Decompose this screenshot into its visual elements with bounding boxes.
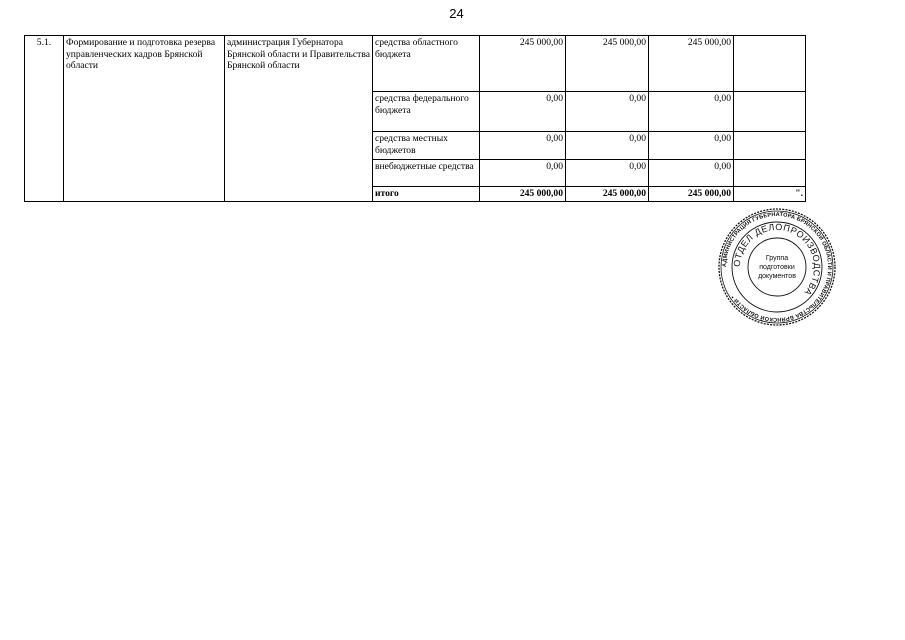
value-year-1: 0,00 <box>480 92 566 132</box>
closing-quote: ". <box>734 187 806 202</box>
value-year-1: 0,00 <box>480 160 566 187</box>
executor-name: администрация Губернатора Брянской области и Правительства Брянской области <box>225 36 373 202</box>
value-year-3: 0,00 <box>649 132 734 160</box>
row-index: 5.1. <box>25 36 64 202</box>
budget-table <box>24 35 806 202</box>
note-cell <box>734 92 806 132</box>
funding-source: внебюджетные средства <box>373 160 480 187</box>
funding-source: средства федерального бюджета <box>373 92 480 132</box>
value-year-3: 245 000,00 <box>649 36 734 92</box>
value-year-2: 0,00 <box>566 132 649 160</box>
value-year-2: 245 000,00 <box>566 36 649 92</box>
value-year-1: 0,00 <box>480 132 566 160</box>
value-year-2: 0,00 <box>566 92 649 132</box>
seal-center-line-3: документов <box>758 273 796 280</box>
funding-source: средства местных бюджетов <box>373 132 480 160</box>
measure-name: Формирование и подготовка резерва управленческих кадров Брянской области <box>64 36 225 202</box>
total-year-3: 245 000,00 <box>649 187 734 202</box>
seal-center-line-2: подготовки <box>759 264 795 271</box>
seal-middle-text: ОТДЕЛ ДЕЛОПРОИЗВОДСТВА <box>731 221 823 298</box>
value-year-3: 0,00 <box>649 160 734 187</box>
value-year-1: 245 000,00 <box>480 36 566 92</box>
value-year-2: 0,00 <box>566 160 649 187</box>
total-year-1: 245 000,00 <box>480 187 566 202</box>
note-cell <box>734 160 806 187</box>
note-cell <box>734 132 806 160</box>
official-seal <box>717 207 837 327</box>
funding-source: средства областного бюджета <box>373 36 480 92</box>
total-year-2: 245 000,00 <box>566 187 649 202</box>
table-row <box>25 36 806 92</box>
seal-center-line-1: Группа <box>765 255 789 262</box>
value-year-3: 0,00 <box>649 92 734 132</box>
seal-outer-text: АДМИНИСТРАЦИЯ ГУБЕРНАТОРА БРЯНСКОЙ ОБЛАСТИ И ПРАВИТЕЛЬСТВА БРЯНСКОЙ ОБЛАСТИ * <box>721 211 833 323</box>
note-cell <box>734 36 806 92</box>
total-label: итого <box>373 187 480 202</box>
page-number: 24 <box>449 6 464 21</box>
